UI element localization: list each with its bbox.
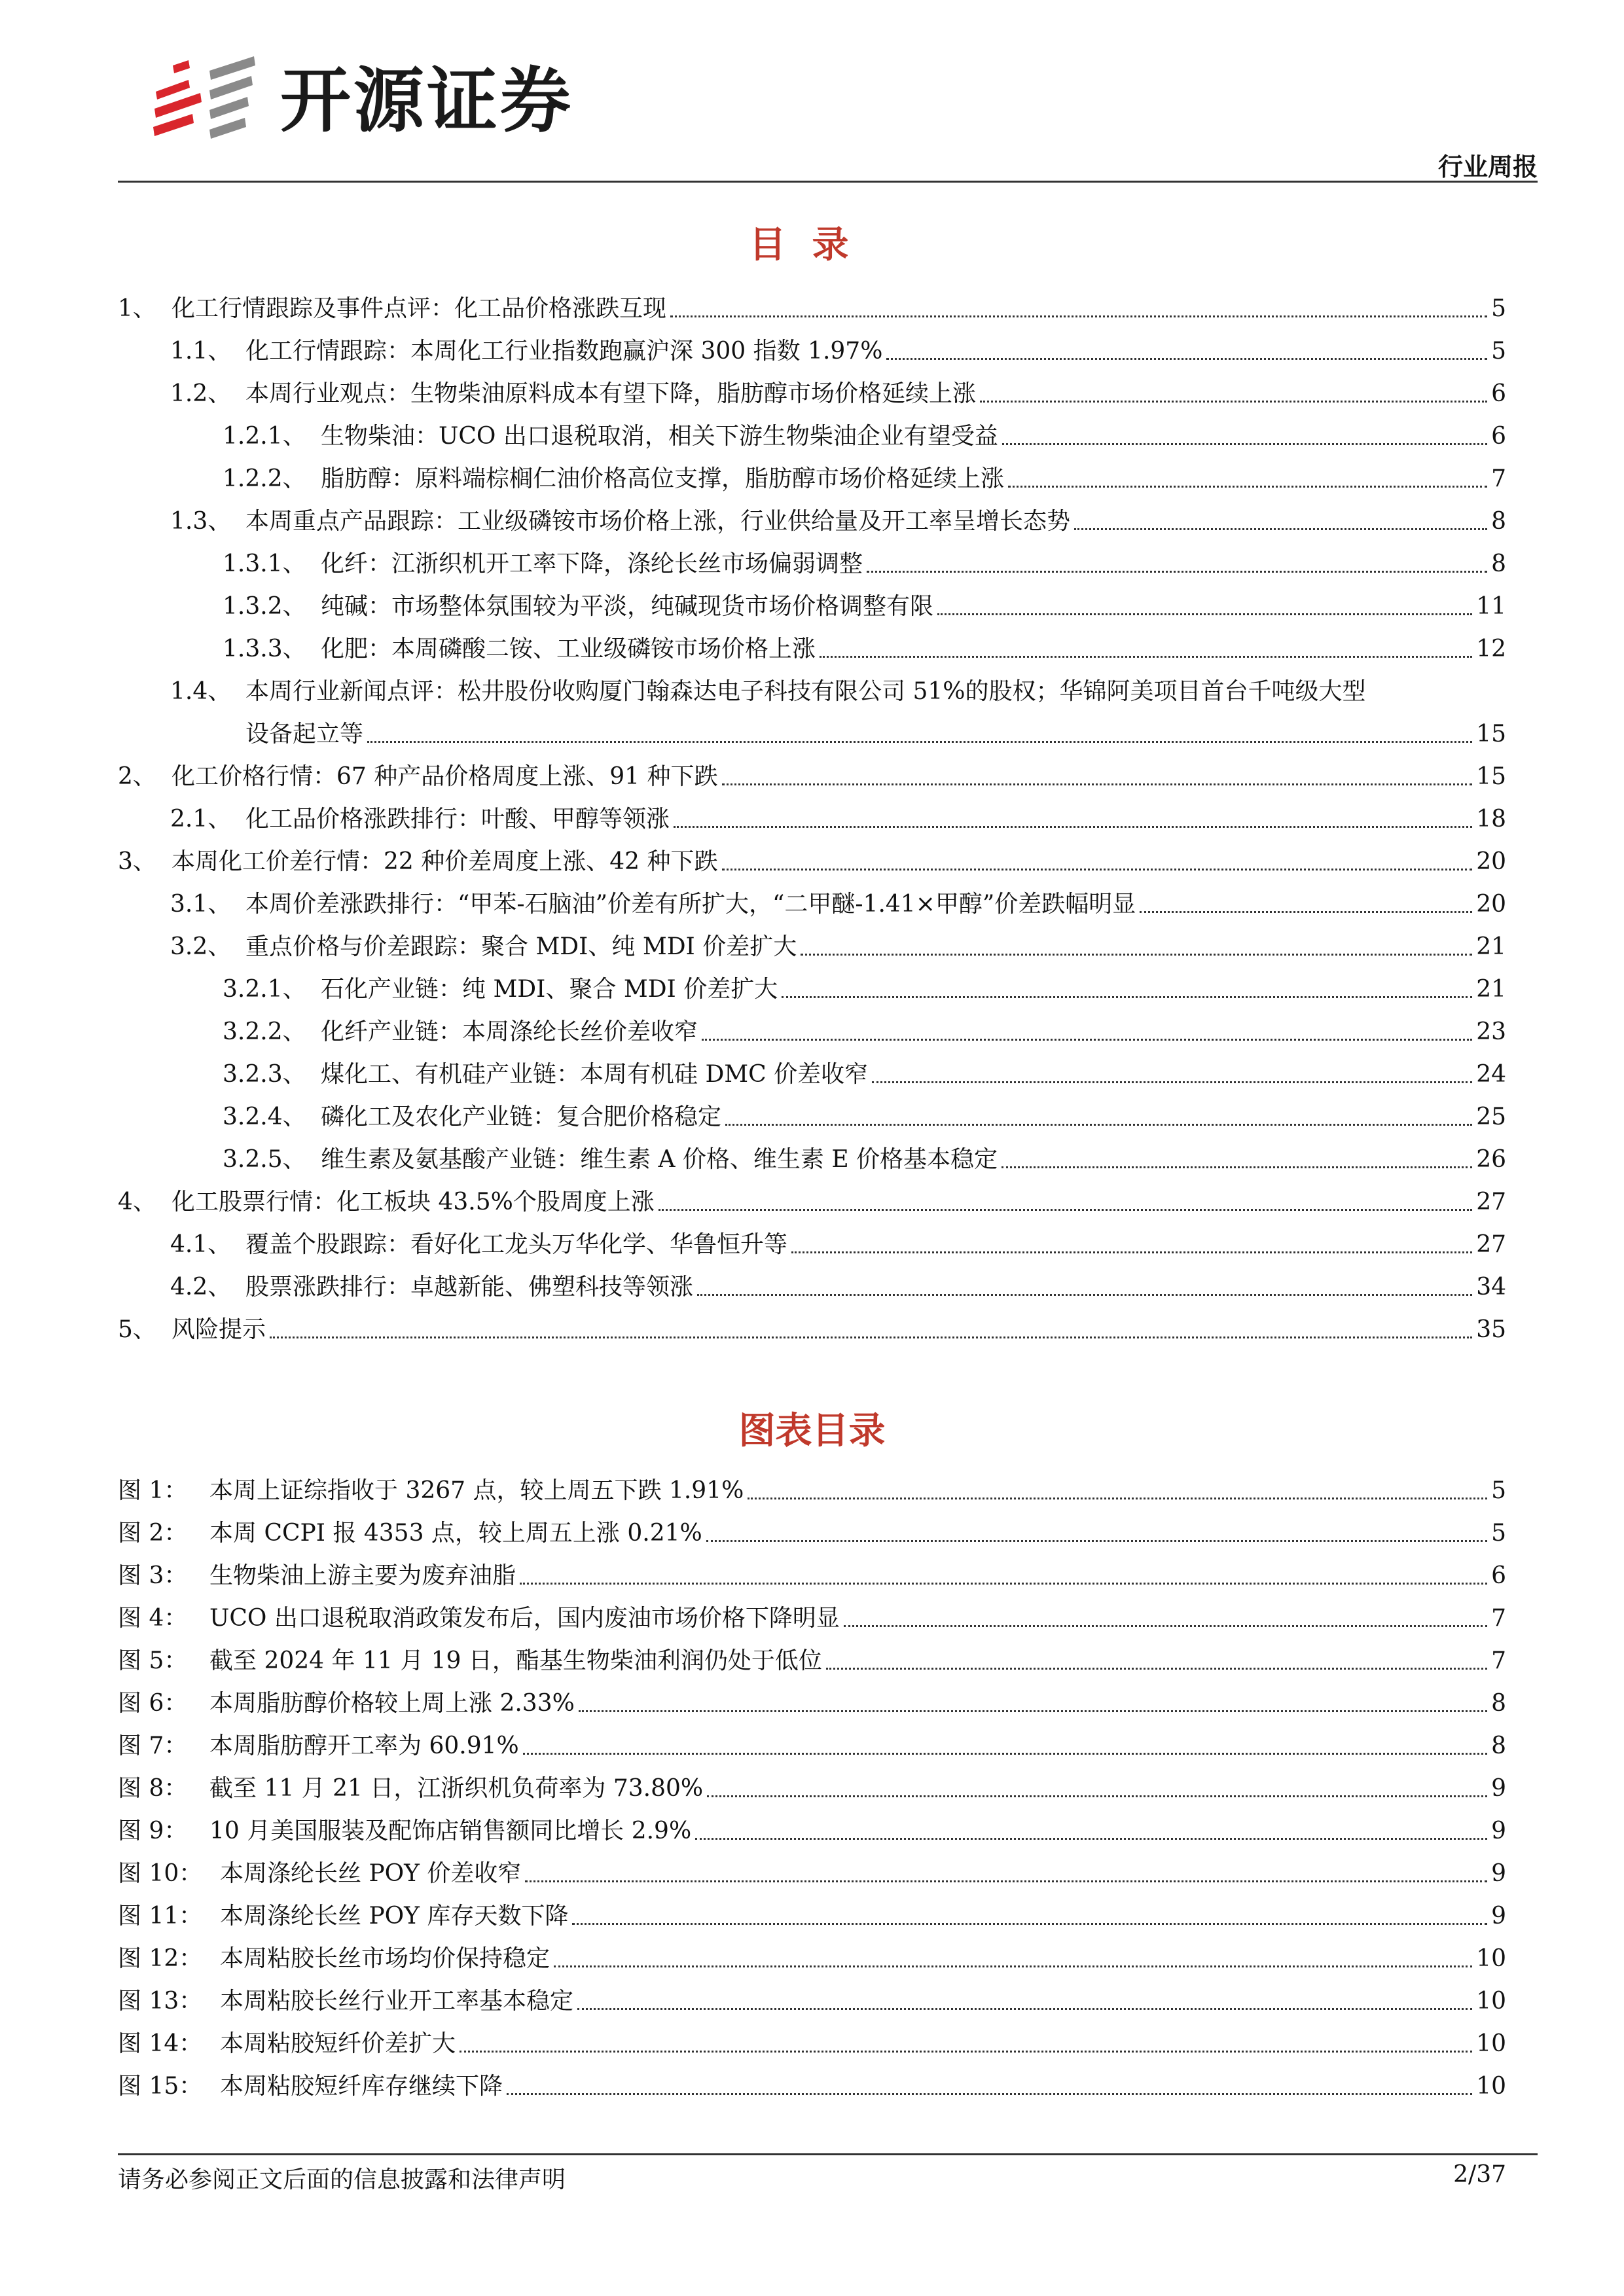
dot-leader xyxy=(867,571,1487,573)
page-number: 2/37 xyxy=(1453,2161,1506,2188)
toc-entry-text: 本周行业新闻点评：松井股份收购厦门翰森达电子科技有限公司 51%的股权；华锦阿美项目首台千吨级大型 xyxy=(245,678,1366,705)
toc-entry-page: 35 xyxy=(1476,1316,1506,1343)
figure-entry-number: 图 2： xyxy=(118,1520,188,1547)
figure-entry-text: 本周脂肪醇开工率为 60.91% xyxy=(209,1732,519,1759)
dot-leader xyxy=(554,1965,1472,1967)
toc-entry[interactable] xyxy=(118,1091,1506,1134)
toc-entry-text: 化工股票行情：化工板块 43.5%个股周度上涨 xyxy=(171,1189,655,1215)
figure-entry-text: 截至 2024 年 11 月 19 日，酯基生物柴油利润仍处于低位 xyxy=(209,1647,822,1674)
figure-entry-page: 9 xyxy=(1491,1903,1506,1929)
footer-divider xyxy=(118,2153,1538,2155)
figure-entry-text: 本周粘胶长丝市场均价保持稳定 xyxy=(220,1945,550,1972)
toc-entry[interactable] xyxy=(118,921,1506,963)
figure-entry-number: 图 14： xyxy=(118,2030,203,2057)
figure-entry-page: 8 xyxy=(1491,1732,1506,1759)
dot-leader xyxy=(525,1880,1487,1882)
figure-entry-text: 生物柴油上游主要为废弃油脂 xyxy=(209,1562,516,1589)
company-logo xyxy=(149,54,673,152)
toc-entry-page: 27 xyxy=(1476,1231,1506,1258)
toc-entry-page: 27 xyxy=(1476,1189,1506,1215)
toc-entry[interactable] xyxy=(118,1304,1506,1346)
dot-leader xyxy=(460,2051,1472,2053)
toc-entry-text: 化工行情跟踪：本周化工行业指数跑赢沪深 300 指数 1.97% xyxy=(245,338,883,365)
dot-leader xyxy=(579,1710,1487,1712)
logo-text: 开源证券 xyxy=(280,60,574,142)
figure-entry[interactable] xyxy=(118,1720,1506,1763)
figure-entry-page: 10 xyxy=(1476,1988,1506,2015)
figure-entry-number: 图 3： xyxy=(118,1562,188,1589)
toc-entry-number: 3.2.1、 xyxy=(223,976,306,1003)
figure-entry-number: 图 4： xyxy=(118,1605,188,1632)
toc-entry-number: 4.1、 xyxy=(170,1231,232,1258)
dot-leader xyxy=(702,1039,1472,1041)
toc-entry-text: 脂肪醇：原料端棕榈仁油价格高位支撑，脂肪醇市场价格延续上涨 xyxy=(321,465,1005,492)
dot-leader xyxy=(706,1540,1487,1542)
toc-entry-number: 1.3、 xyxy=(170,508,232,535)
dot-leader xyxy=(826,1668,1487,1670)
toc-entry-text: 化工品价格涨跌排行：叶酸、甲醇等领涨 xyxy=(245,806,670,833)
toc-entry-text: 石化产业链：纯 MDI、聚合 MDI 价差扩大 xyxy=(321,976,778,1003)
dot-leader xyxy=(980,401,1487,403)
toc-entry-page: 25 xyxy=(1476,1103,1506,1130)
figure-entry[interactable] xyxy=(118,1635,1506,1677)
toc-entry[interactable] xyxy=(118,1134,1506,1176)
dot-leader xyxy=(937,613,1472,615)
toc-entry-page: 20 xyxy=(1476,848,1506,875)
toc-entry[interactable] xyxy=(118,793,1506,836)
toc-entry-page: 8 xyxy=(1491,508,1506,535)
toc-entry-page: 20 xyxy=(1476,891,1506,918)
figure-entry-page: 7 xyxy=(1491,1605,1506,1632)
toc-entry-text: 生物柴油：UCO 出口退税取消，相关下游生物柴油企业有望受益 xyxy=(321,423,998,450)
toc-entry[interactable] xyxy=(118,325,1506,368)
figure-entry[interactable] xyxy=(118,1890,1506,1933)
toc-entry-page: 6 xyxy=(1491,423,1506,450)
figure-entry-page: 5 xyxy=(1491,1477,1506,1504)
toc-entry[interactable] xyxy=(118,836,1506,878)
figure-entry[interactable] xyxy=(118,1763,1506,1805)
toc-entry-number: 1、 xyxy=(118,295,156,322)
dot-leader xyxy=(520,1583,1487,1585)
figure-entry-page: 5 xyxy=(1491,1520,1506,1547)
toc-entry-page: 23 xyxy=(1476,1018,1506,1045)
figure-entry-text: 本周粘胶短纤库存继续下降 xyxy=(220,2073,503,2100)
figure-entry-text: 截至 11 月 21 日，江浙织机负荷率为 73.80% xyxy=(209,1775,704,1802)
toc-entry[interactable] xyxy=(118,963,1506,1006)
toc-entry-number: 3.2.2、 xyxy=(223,1018,306,1045)
figure-entry[interactable] xyxy=(118,2018,1506,2060)
toc-entry[interactable] xyxy=(118,751,1506,793)
toc-entry-text: 纯碱：市场整体氛围较为平淡，纯碱现货市场价格调整有限 xyxy=(321,593,934,620)
logo-mark-icon xyxy=(149,54,261,145)
toc-entry-number: 1.1、 xyxy=(170,338,232,365)
toc-entry-number: 2.1、 xyxy=(170,806,232,833)
figure-entry-page: 8 xyxy=(1491,1690,1506,1717)
toc-entry-number: 4.2、 xyxy=(170,1274,232,1300)
dot-leader xyxy=(523,1753,1487,1755)
toc-entry-number: 1.3.3、 xyxy=(223,636,306,662)
toc-entry[interactable] xyxy=(118,1049,1506,1091)
figure-entry-text: 本周涤纶长丝 POY 库存天数下降 xyxy=(220,1903,569,1929)
toc-entry-number: 1.3.2、 xyxy=(223,593,306,620)
toc-entry-number: 3.2.3、 xyxy=(223,1061,306,1088)
toc-entry[interactable] xyxy=(118,581,1506,623)
dot-leader xyxy=(1001,1166,1472,1168)
toc-entry-text-continued: 设备起立等 xyxy=(245,721,364,747)
toc-entry[interactable] xyxy=(118,453,1506,495)
dot-leader xyxy=(270,1336,1472,1338)
figure-entry-page: 6 xyxy=(1491,1562,1506,1589)
figure-entry-number: 图 6： xyxy=(118,1690,188,1717)
toc-entry-page: 8 xyxy=(1491,550,1506,577)
toc-entry-page: 5 xyxy=(1491,338,1506,365)
toc-entry-text: 覆盖个股跟踪：看好化工龙头万华化学、华鲁恒升等 xyxy=(245,1231,788,1258)
toc-entry[interactable] xyxy=(118,1219,1506,1261)
figure-entry-page: 10 xyxy=(1476,2073,1506,2100)
dot-leader xyxy=(1008,486,1487,488)
dot-leader xyxy=(722,783,1473,785)
toc-entry-page: 34 xyxy=(1476,1274,1506,1300)
dot-leader xyxy=(872,1081,1472,1083)
toc-entry-page: 11 xyxy=(1476,593,1506,620)
figure-entry[interactable] xyxy=(118,1933,1506,1975)
toc-entry-number: 1.2.2、 xyxy=(223,465,306,492)
toc-entry-page: 5 xyxy=(1491,295,1506,322)
dot-leader xyxy=(674,826,1472,828)
figure-entry-text: 本周粘胶长丝行业开工率基本稳定 xyxy=(220,1988,574,2015)
toc-entry-text: 维生素及氨基酸产业链：维生素 A 价格、维生素 E 价格基本稳定 xyxy=(321,1146,998,1173)
dot-leader xyxy=(577,2008,1472,2010)
figure-entry-text: 本周上证综指收于 3267 点，较上周五下跌 1.91% xyxy=(209,1477,744,1504)
figure-entry[interactable] xyxy=(118,1805,1506,1848)
toc-entry[interactable] xyxy=(118,623,1506,666)
toc-entry-number: 3.2.4、 xyxy=(223,1103,306,1130)
figure-entry[interactable] xyxy=(118,1848,1506,1890)
toc-entry-number: 3.2、 xyxy=(170,933,232,960)
dot-leader xyxy=(697,1294,1472,1296)
toc-entry[interactable] xyxy=(118,1261,1506,1304)
toc-entry-text: 煤化工、有机硅产业链：本周有机硅 DMC 价差收窄 xyxy=(321,1061,869,1088)
figure-entry-number: 图 11： xyxy=(118,1903,203,1929)
figure-entry[interactable] xyxy=(118,1465,1506,1507)
toc-entry-text: 重点价格与价差跟踪：聚合 MDI、纯 MDI 价差扩大 xyxy=(245,933,797,960)
toc-title: 目录 xyxy=(749,224,875,266)
toc-entry[interactable] xyxy=(118,878,1506,921)
toc-entry-text: 化工行情跟踪及事件点评：化工品价格涨跌互现 xyxy=(171,295,667,322)
dot-leader xyxy=(367,741,1472,743)
toc-entry-number: 1.2、 xyxy=(170,380,232,407)
figure-entry-text: 本周脂肪醇价格较上周上涨 2.33% xyxy=(209,1690,575,1717)
figure-entry-number: 图 5： xyxy=(118,1647,188,1674)
figure-entry-number: 图 10： xyxy=(118,1860,203,1887)
toc-entry-text: 本周行业观点：生物柴油原料成本有望下降，脂肪醇市场价格延续上涨 xyxy=(245,380,977,407)
dot-leader xyxy=(659,1209,1472,1211)
toc-entry[interactable] xyxy=(118,666,1506,751)
figure-entry-text: UCO 出口退税取消政策发布后，国内废油市场价格下降明显 xyxy=(209,1605,840,1632)
toc-entry-text: 化肥：本周磷酸二铵、工业级磷铵市场价格上涨 xyxy=(321,636,816,662)
toc-entry[interactable] xyxy=(118,368,1506,410)
figure-entry-page: 9 xyxy=(1491,1860,1506,1887)
toc-entry-number: 1.3.1、 xyxy=(223,550,306,577)
toc-entry-page: 7 xyxy=(1491,465,1506,492)
dot-leader xyxy=(748,1498,1487,1499)
header-divider xyxy=(118,181,1538,183)
toc-entry-page: 12 xyxy=(1476,636,1506,662)
toc-entry[interactable] xyxy=(118,495,1506,538)
toc-entry[interactable] xyxy=(118,410,1506,453)
figure-entry-page: 9 xyxy=(1491,1818,1506,1844)
toc-entry-number: 3.1、 xyxy=(170,891,232,918)
dot-leader xyxy=(844,1625,1487,1627)
figure-entry[interactable] xyxy=(118,1592,1506,1635)
figure-entry-page: 10 xyxy=(1476,1945,1506,1972)
figure-entry-text: 10 月美国服装及配饰店销售额同比增长 2.9% xyxy=(209,1818,692,1844)
toc-entry-page: 26 xyxy=(1476,1146,1506,1173)
toc-entry-text: 本周重点产品跟踪：工业级磷铵市场价格上涨，行业供给量及开工率呈增长态势 xyxy=(245,508,1071,535)
dot-leader xyxy=(801,954,1472,956)
toc-entry-number: 3.2.5、 xyxy=(223,1146,306,1173)
toc-entry-number: 1.4、 xyxy=(170,678,232,705)
figure-entry-number: 图 12： xyxy=(118,1945,203,1972)
toc-entry-page: 24 xyxy=(1476,1061,1506,1088)
figure-entry-number: 图 7： xyxy=(118,1732,188,1759)
dot-leader xyxy=(722,869,1473,870)
toc-entry-text: 化纤产业链：本周涤纶长丝价差收窄 xyxy=(321,1018,698,1045)
figure-entry-page: 10 xyxy=(1476,2030,1506,2057)
toc-entry-number: 4、 xyxy=(118,1189,156,1215)
dot-leader xyxy=(507,2093,1472,2095)
dot-leader xyxy=(791,1251,1472,1253)
figure-entry[interactable] xyxy=(118,2060,1506,2103)
toc-entry-page: 21 xyxy=(1476,976,1506,1003)
figure-entry-text: 本周粘胶短纤价差扩大 xyxy=(220,2030,456,2057)
toc-entry[interactable] xyxy=(118,538,1506,581)
toc-entry[interactable] xyxy=(118,283,1506,325)
figure-entry-text: 本周 CCPI 报 4353 点，较上周五上涨 0.21% xyxy=(209,1520,702,1547)
figure-entry[interactable] xyxy=(118,1550,1506,1592)
figure-list xyxy=(118,1465,1506,2103)
dot-leader xyxy=(782,996,1472,998)
figure-list-title: 图表目录 xyxy=(738,1410,886,1452)
toc-entry-text: 磷化工及农化产业链：复合肥价格稳定 xyxy=(321,1103,722,1130)
dot-leader xyxy=(1074,528,1487,530)
dot-leader xyxy=(707,1795,1487,1797)
dot-leader xyxy=(572,1923,1487,1925)
table-of-contents xyxy=(118,283,1506,1346)
figure-entry-page: 7 xyxy=(1491,1647,1506,1674)
dot-leader xyxy=(1002,443,1487,445)
figure-entry-number: 图 8： xyxy=(118,1775,188,1802)
toc-entry-text: 化工价格行情：67 种产品价格周度上涨、91 种下跌 xyxy=(171,763,718,790)
toc-entry[interactable] xyxy=(118,1006,1506,1049)
figure-entry-page: 9 xyxy=(1491,1775,1506,1802)
toc-entry-text: 风险提示 xyxy=(171,1316,266,1343)
dot-leader xyxy=(1140,911,1472,913)
dot-leader xyxy=(695,1838,1487,1840)
dot-leader xyxy=(725,1124,1472,1126)
toc-entry-number: 5、 xyxy=(118,1316,156,1343)
toc-entry-text: 股票涨跌排行：卓越新能、佛塑科技等领涨 xyxy=(245,1274,694,1300)
toc-entry-text: 本周化工价差行情：22 种价差周度上涨、42 种下跌 xyxy=(171,848,718,875)
dot-leader xyxy=(670,315,1487,317)
toc-entry-page: 21 xyxy=(1476,933,1506,960)
figure-entry-number: 图 13： xyxy=(118,1988,203,2015)
figure-entry-text: 本周涤纶长丝 POY 价差收窄 xyxy=(220,1860,522,1887)
toc-entry-number: 3、 xyxy=(118,848,156,875)
figure-entry-number: 图 1： xyxy=(118,1477,188,1504)
toc-entry-text: 化纤：江浙织机开工率下降，涤纶长丝市场偏弱调整 xyxy=(321,550,863,577)
dot-leader xyxy=(820,656,1472,658)
report-type: 行业周报 xyxy=(1437,152,1538,181)
toc-entry-text: 本周价差涨跌排行：“甲苯-石脑油”价差有所扩大，“二甲醚-1.41×甲醇”价差跌幅明显 xyxy=(245,891,1136,918)
figure-entry-number: 图 9： xyxy=(118,1818,188,1844)
toc-entry[interactable] xyxy=(118,1176,1506,1219)
toc-entry-page: 18 xyxy=(1476,806,1506,833)
toc-entry-page: 15 xyxy=(1476,763,1506,790)
toc-entry-number: 1.2.1、 xyxy=(223,423,306,450)
toc-entry-page: 15 xyxy=(1476,721,1506,747)
footer-disclaimer: 请务必参阅正文后面的信息披露和法律声明 xyxy=(118,2166,566,2193)
figure-entry[interactable] xyxy=(118,1677,1506,1720)
toc-entry-number: 2、 xyxy=(118,763,156,790)
figure-entry[interactable] xyxy=(118,1507,1506,1550)
figure-entry-number: 图 15： xyxy=(118,2073,203,2100)
dot-leader xyxy=(886,358,1487,360)
figure-entry[interactable] xyxy=(118,1975,1506,2018)
toc-entry-page: 6 xyxy=(1491,380,1506,407)
